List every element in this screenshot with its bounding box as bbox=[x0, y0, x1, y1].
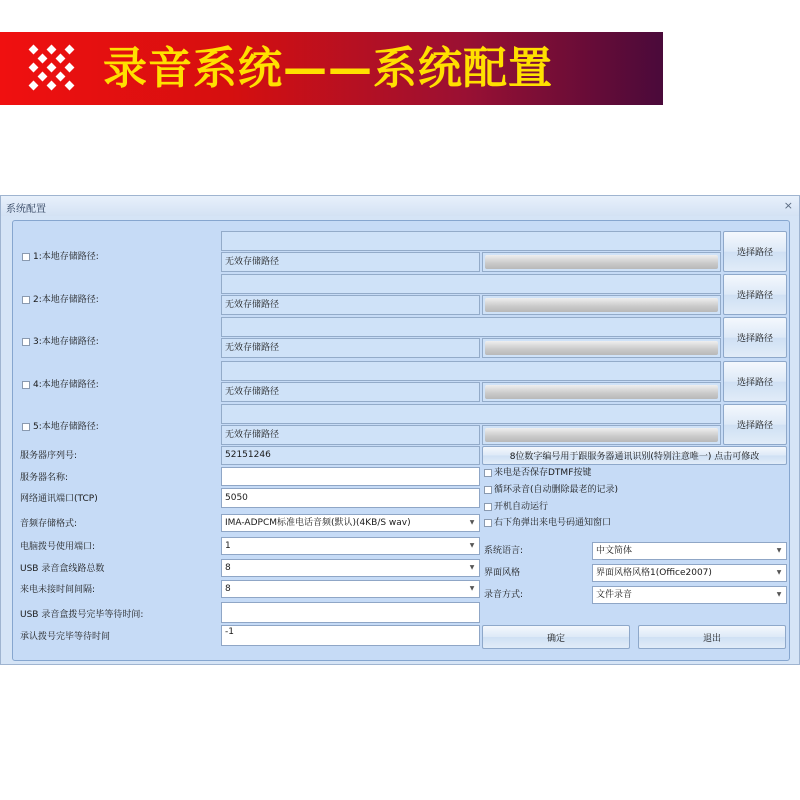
path-2-checkbox[interactable] bbox=[22, 296, 30, 304]
option-popup-label: 右下角弹出来电号码通知窗口 bbox=[494, 518, 612, 528]
style-value: 界面风格风格1(Office2007) bbox=[596, 568, 712, 578]
confirm-wait-input[interactable]: -1 bbox=[221, 625, 480, 646]
path-1-input[interactable] bbox=[221, 231, 721, 251]
path-5-select-button[interactable]: 选择路径 bbox=[723, 404, 787, 445]
dial-port-select[interactable] bbox=[221, 537, 480, 555]
style-select[interactable] bbox=[592, 564, 787, 582]
network-port-input[interactable]: 5050 bbox=[221, 488, 480, 508]
chevron-down-icon[interactable]: ▼ bbox=[469, 542, 475, 549]
path-5-status: 无效存储路径 bbox=[221, 425, 480, 445]
path-2-select-button[interactable]: 选择路径 bbox=[723, 274, 787, 315]
path-5-input[interactable] bbox=[221, 404, 721, 424]
server-name-input[interactable] bbox=[221, 467, 480, 486]
settings-panel bbox=[12, 220, 790, 661]
chevron-down-icon[interactable]: ▼ bbox=[776, 569, 782, 576]
path-4-label: 4:本地存储路径: bbox=[33, 380, 99, 390]
usb-lines-select[interactable] bbox=[221, 559, 480, 577]
language-label: 系统语言: bbox=[484, 546, 524, 556]
dialog-title: 系统配置 bbox=[6, 204, 46, 215]
path-1-label: 1:本地存储路径: bbox=[33, 252, 99, 262]
path-3-usage-bar bbox=[482, 338, 721, 358]
chevron-down-icon[interactable]: ▼ bbox=[776, 591, 782, 598]
path-1-select-button[interactable]: 选择路径 bbox=[723, 231, 787, 272]
chevron-down-icon[interactable]: ▼ bbox=[776, 547, 782, 554]
language-value: 中文简体 bbox=[596, 546, 633, 556]
path-4-usage-bar bbox=[482, 382, 721, 402]
usb-wait-label: USB 录音盒拨号完毕等待时间: bbox=[20, 610, 144, 620]
path-3-select-button[interactable]: 选择路径 bbox=[723, 317, 787, 358]
server-serial-label: 服务器序列号: bbox=[20, 451, 78, 461]
path-2-input[interactable] bbox=[221, 274, 721, 294]
style-label: 界面风格 bbox=[484, 568, 521, 578]
chevron-down-icon[interactable]: ▼ bbox=[469, 564, 475, 571]
usb-wait-input[interactable] bbox=[221, 602, 480, 623]
option-autostart-label: 开机自动运行 bbox=[494, 502, 549, 512]
usb-lines-value: 8 bbox=[225, 563, 231, 573]
path-4-checkbox[interactable] bbox=[22, 381, 30, 389]
dial-port-value: 1 bbox=[225, 541, 231, 551]
path-1-checkbox[interactable] bbox=[22, 253, 30, 261]
option-loop-checkbox[interactable] bbox=[484, 486, 492, 494]
confirm-wait-label: 承认拨号完毕等待时间 bbox=[20, 632, 111, 642]
option-loop-label: 循环录音(自动删除最老的记录) bbox=[494, 485, 619, 495]
server-name-label: 服务器名称: bbox=[20, 473, 69, 483]
chevron-down-icon[interactable]: ▼ bbox=[469, 585, 475, 592]
logo-icon bbox=[30, 46, 76, 92]
record-mode-label: 录音方式: bbox=[484, 590, 524, 600]
option-dtmf-checkbox[interactable] bbox=[484, 469, 492, 477]
dialog-titlebar bbox=[1, 196, 799, 216]
path-2-label: 2:本地存储路径: bbox=[33, 295, 99, 305]
audio-format-value: IMA-ADPCM标准电话音频(默认)(4KB/S wav) bbox=[225, 518, 411, 528]
path-4-status: 无效存储路径 bbox=[221, 382, 480, 402]
audio-format-select[interactable] bbox=[221, 514, 480, 532]
banner bbox=[0, 32, 663, 105]
missed-interval-select[interactable] bbox=[221, 580, 480, 598]
path-5-usage-bar bbox=[482, 425, 721, 445]
missed-interval-value: 8 bbox=[225, 584, 231, 594]
banner-title: 录音系统——系统配置 bbox=[103, 43, 553, 94]
audio-format-label: 音频存储格式: bbox=[20, 519, 78, 529]
chevron-down-icon[interactable]: ▼ bbox=[469, 519, 475, 526]
record-mode-select[interactable] bbox=[592, 586, 787, 604]
record-mode-value: 文件录音 bbox=[596, 590, 633, 600]
path-3-status: 无效存储路径 bbox=[221, 338, 480, 358]
path-1-usage-bar bbox=[482, 252, 721, 272]
exit-button[interactable]: 退出 bbox=[638, 625, 786, 649]
ok-button[interactable]: 确定 bbox=[482, 625, 630, 649]
language-select[interactable] bbox=[592, 542, 787, 560]
dial-port-label: 电脑拨号使用端口: bbox=[20, 542, 96, 552]
network-port-label: 网络通讯端口(TCP) bbox=[20, 494, 98, 504]
path-5-label: 5:本地存储路径: bbox=[33, 422, 99, 432]
server-serial-value: 52151246 bbox=[221, 446, 480, 465]
path-1-status: 无效存储路径 bbox=[221, 252, 480, 272]
edit-serial-button[interactable]: 8位数字编号用于跟服务器通讯识别(特别注意唯一) 点击可修改 bbox=[482, 446, 787, 465]
option-dtmf-label: 来电是否保存DTMF按键 bbox=[494, 468, 592, 478]
path-5-checkbox[interactable] bbox=[22, 423, 30, 431]
path-2-usage-bar bbox=[482, 295, 721, 315]
close-icon[interactable]: × bbox=[783, 199, 793, 212]
path-3-checkbox[interactable] bbox=[22, 338, 30, 346]
config-dialog bbox=[0, 195, 800, 665]
path-4-select-button[interactable]: 选择路径 bbox=[723, 361, 787, 402]
usb-lines-label: USB 录音盒线路总数 bbox=[20, 564, 105, 574]
missed-interval-label: 来电未接时间间隔: bbox=[20, 585, 96, 595]
path-4-input[interactable] bbox=[221, 361, 721, 381]
option-popup-checkbox[interactable] bbox=[484, 519, 492, 527]
path-3-label: 3:本地存储路径: bbox=[33, 337, 99, 347]
path-2-status: 无效存储路径 bbox=[221, 295, 480, 315]
option-autostart-checkbox[interactable] bbox=[484, 503, 492, 511]
path-3-input[interactable] bbox=[221, 317, 721, 337]
